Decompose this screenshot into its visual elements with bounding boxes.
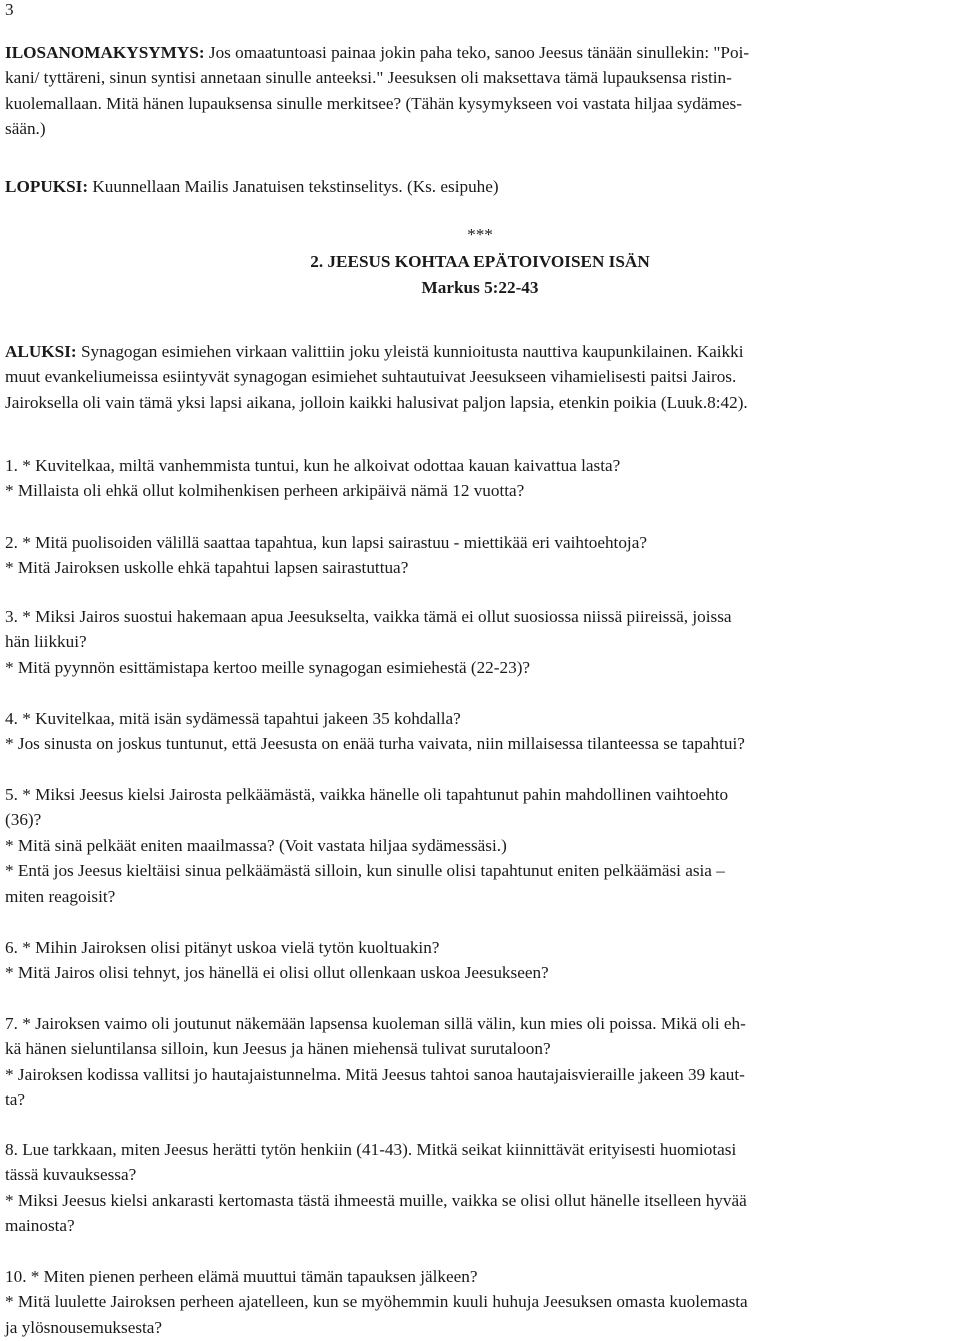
question-3: 3. * Miksi Jairos suostui hakemaan apua Jeesukselta, vaikka tämä ei ollut suosiossa niissä piireissä, joissa hän liikkui? * Mitä pyynnön esittämistapa kertoo meille synagogan esimiehestä (22-23)? <box>5 607 732 677</box>
section-separator: *** <box>467 225 493 244</box>
question-4: 4. * Kuvitelkaa, mitä isän sydämessä tapahtui jakeen 35 kohdalla? * Jos sinusta on joskus tuntunut, että Jeesusta on enää turha vaivata, niin millaisessa tilanteessa se tapahtui? <box>5 709 745 754</box>
closing-paragraph <box>5 174 955 199</box>
section-title: 2. JEESUS KOHTAA EPÄTOIVOISEN ISÄN <box>310 252 650 271</box>
question-2: 2. * Mitä puolisoiden välillä saattaa tapahtua, kun lapsi sairastuu - miettikää eri vaihtoehtoja? * Mitä Jairoksen uskolle ehkä tapahtui lapsen sairastuttua? <box>5 533 647 578</box>
question-7: 7. * Jairoksen vaimo oli joutunut näkemään lapsensa kuoleman sillä välin, kun mies oli poissa. Mikä oli eh- kä hänen sieluntilansa silloin, kun Jeesus ja hänen miehensä tulivat surutaloon? * Jairoksen kodissa vallitsi jo hautajaistunnelma. Mitä Jeesus tahtoi sanoa hautajaisvieraille jakeen 39 kaut- ta? <box>5 1014 746 1110</box>
intro-line-2: kani/ tyttäreni, sinun syntisi annetaan sinulle anteeksi." Jeesuksen oli maksettava tämä lupauksensa ristin- <box>5 68 732 88</box>
intro-line-1: ILOSANOMAKYSYMYS: Jos omaatuntoasi painaa jokin paha teko, sanoo Jeesus tänään sinullekin: "Poi- <box>5 43 750 62</box>
opening-paragraph: ALUKSI: Synagogan esimiehen virkaan valittiin joku yleistä kunnioitusta nauttiva kaupunkilainen. Kaikki muut evankeliumeissa esiintyvät synagogan esimiehet suhtautuivat Jeesukseen vihamielisesti paitsi Jairos. Jairoksella oli vain tämä yksi lapsi aikana, jolloin kaikki halusivat paljon lapsia, etenkin poikia (Luuk.8:42). <box>5 342 748 412</box>
question-5: 5. * Miksi Jeesus kielsi Jairosta pelkäämästä, vaikka hänelle oli tapahtunut pahin mahdollinen vaihtoehto (36)? * Mitä sinä pelkäät eniten maailmassa? (Voit vastata hiljaa sydämessäsi.) * Entä jos Jeesus kieltäisi sinua pelkäämästä silloin, kun sinulle olisi tapahtunut eniten pelkäämäsi asia – miten reagoisit? <box>5 785 729 906</box>
question-6: 6. * Mihin Jairoksen olisi pitänyt uskoa vielä tytön kuoltuakin? * Mitä Jairos olisi tehnyt, jos hänellä ei olisi ollut ollenkaan uskoa Jeesukseen? <box>5 938 549 983</box>
intro-label: ILOSANOMAKYSYMYS: <box>5 43 205 62</box>
closing-text: Kuunnellaan Mailis Janatuisen tekstinselitys. (Ks. esipuhe) <box>92 177 499 196</box>
intro-paragraph <box>5 40 955 142</box>
question-10: 10. * Miten pienen perheen elämä muuttui tämän tapauksen jälkeen? * Mitä luulette Jairoksen perheen ajatelleen, kun se myöhemmin kuuli huhuja Jeesuksen omasta kuolemasta ja ylösnousemuksesta? <box>5 1267 748 1337</box>
closing-label: LOPUKSI: <box>5 177 89 196</box>
intro-line-4: sään.) <box>5 119 46 139</box>
section-subtitle: Markus 5:22-43 <box>421 278 539 297</box>
opening-label: ALUKSI: <box>5 342 77 361</box>
intro-line-3: kuolemallaan. Mitä hänen lupauksensa sinulle merkitsee? (Tähän kysymykseen voi vastata hiljaa sydämes- <box>5 93 742 113</box>
page-number: 3 <box>5 0 14 19</box>
question-1: 1. * Kuvitelkaa, miltä vanhemmista tuntui, kun he alkoivat odottaa kauan kaivattua lasta? * Millaista oli ehkä ollut kolmihenkisen perheen arkipäivä nämä 12 vuotta? <box>5 456 621 501</box>
question-8: 8. Lue tarkkaan, miten Jeesus herätti tytön henkiin (41-43). Mitkä seikat kiinnittävät erityisesti huomiotasi tässä kuvauksessa? * Miksi Jeesus kielsi ankarasti kertomasta tästä ihmeestä muille, vaikka se olisi ollut hänelle itselleen hyvää mainosta? <box>5 1140 747 1236</box>
